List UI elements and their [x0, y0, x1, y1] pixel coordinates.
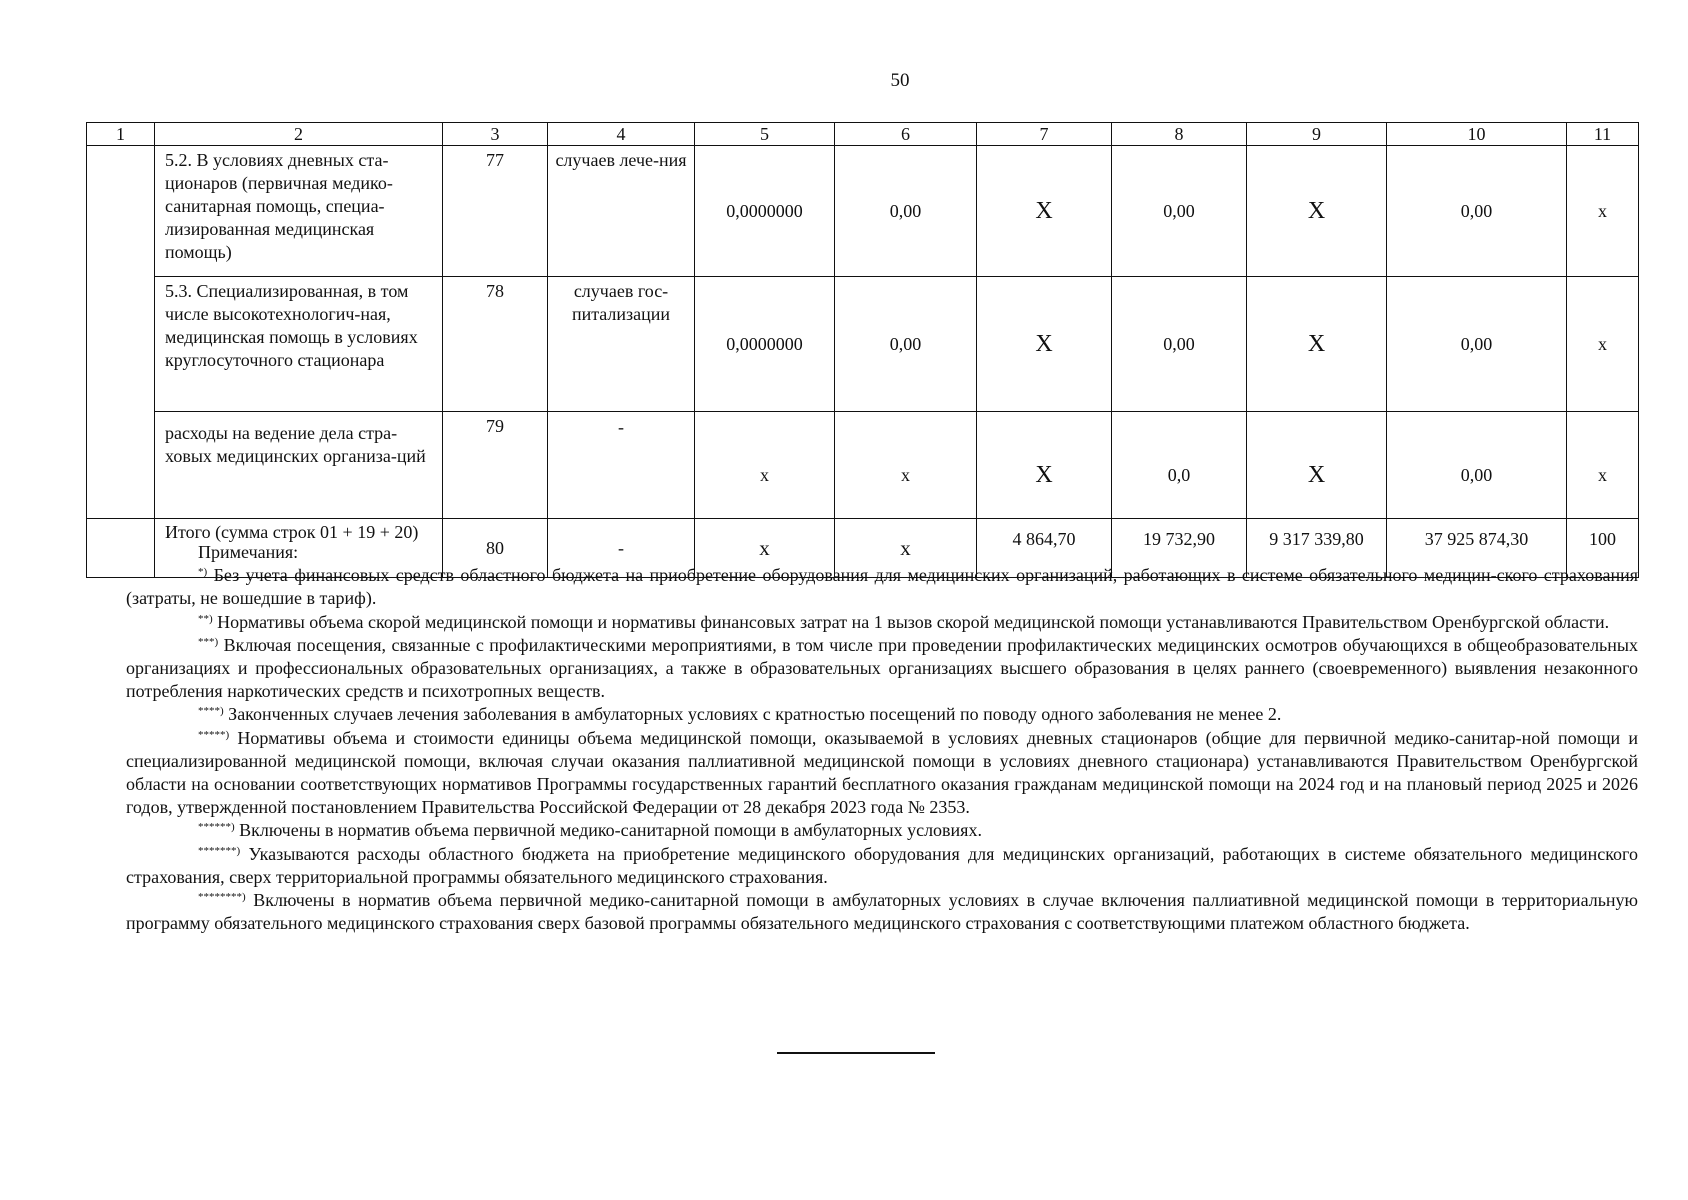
column-header: 5 — [695, 123, 835, 146]
note-item — [126, 611, 1638, 634]
row-name-cell: расходы на ведение дела стра-ховых медицинских организа-ций — [155, 412, 443, 519]
column-header: 1 — [87, 123, 155, 146]
table-cell: 0,00 — [835, 277, 977, 412]
column-header: 10 — [1387, 123, 1567, 146]
row-unit-cell: - — [548, 412, 695, 519]
note-text: Без учета финансовых средств областного бюджета на приобретение оборудования для медицинских организаций, работающих в системе обязательного медицин-ского страхования (затраты, не вошедшие в тариф). — [126, 565, 1638, 609]
note-marker: *******) — [198, 844, 241, 857]
note-text: Указываются расходы областного бюджета на приобретение медицинского оборудования для медицинских организаций, работающих в системе обязательного медицинского страхования, сверх территориальной программы обязательного медицинского страхования. — [126, 843, 1638, 887]
table-cell: 0,00 — [1112, 146, 1247, 277]
note-marker: ******) — [198, 821, 235, 834]
note-item — [126, 889, 1638, 935]
table-cell: X — [977, 277, 1112, 412]
table-row — [87, 146, 1639, 277]
table-cell: X — [1247, 146, 1387, 277]
end-separator-line — [777, 1052, 935, 1054]
table-cell: 0,00 — [1387, 412, 1567, 519]
table-cell: 0,00 — [1112, 277, 1247, 412]
page-number: 50 — [890, 70, 910, 91]
table-cell: 37 925 874,30 — [1387, 519, 1567, 578]
note-text: Включены в норматив объема первичной медико-санитарной помощи в амбулаторных условиях. — [234, 820, 982, 841]
note-item — [126, 634, 1638, 704]
note-text: Законченных случаев лечения заболевания в амбулаторных условиях с кратностью посещений по поводу одного заболевания не менее 2. — [223, 704, 1282, 725]
note-marker: *****) — [198, 728, 230, 741]
table-cell: 100 — [1567, 519, 1639, 578]
table-cell: x — [1567, 412, 1639, 519]
row-name-cell: 5.2. В условиях дневных ста-ционаров (первичная медико-санитарная помощь, специа-лизированная медицинская помощь) — [155, 146, 443, 277]
data-table — [86, 122, 1639, 578]
table-cell: X — [1247, 412, 1387, 519]
note-text: Включая посещения, связанные с профилактическими мероприятиями, в том числе при проведении профилактических медицинских осмотров обучающихся в общеобразовательных организациях и профессиональных образовательных организациях, а также в образовательных организациях высшего образования в целях раннего (своевременного) выявления незаконного потребления наркотических средств и психотропных веществ. — [126, 634, 1638, 702]
table-row — [87, 277, 1639, 412]
column-header: 8 — [1112, 123, 1247, 146]
note-text: Нормативы объема скорой медицинской помощи и нормативы финансовых затрат на 1 вызов скорой медицинской помощи устанавливаются Правительством Оренбургской области. — [212, 611, 1610, 632]
column-header: 11 — [1567, 123, 1639, 146]
note-marker: ***) — [198, 635, 219, 648]
column-header: 2 — [155, 123, 443, 146]
table-row — [87, 412, 1639, 519]
table-cell: x — [835, 412, 977, 519]
note-item — [126, 819, 1638, 842]
table-cell: x — [695, 519, 835, 578]
row-unit-cell: - — [548, 519, 695, 578]
note-marker: ****) — [198, 705, 224, 718]
row-code-cell: 80 — [443, 519, 548, 578]
table-cell: 0,00 — [1387, 277, 1567, 412]
table-cell: x — [695, 412, 835, 519]
note-item — [126, 564, 1638, 610]
note-item — [126, 843, 1638, 889]
column-header: 9 — [1247, 123, 1387, 146]
table-cell: 0,00 — [835, 146, 977, 277]
table-cell: 0,0 — [1112, 412, 1247, 519]
table-cell: X — [1247, 277, 1387, 412]
table-cell: x — [835, 519, 977, 578]
table-cell: 19 732,90 — [1112, 519, 1247, 578]
table-cell: 0,0000000 — [695, 146, 835, 277]
row-unit-cell: случаев лече-ния — [548, 146, 695, 277]
note-text: Нормативы объема и стоимости единицы объема медицинской помощи, оказываемой в условиях дневных стационаров (общие для первичной медико-санитар-ной помощи и специализированной медицинской помощи, включая случаи оказания паллиативной медицинской помощи в условиях дневного стационара) устанавливаются Правительством Оренбургской области на основании соответствующих нормативов Программы государственных гарантий бесплатного оказания гражданам медицинской помощи на 2024 год и на плановый период 2025 и 2026 годов, утвержденной постановлением Правительства Российской Федерации от 28 декабря 2023 года № 2353. — [126, 727, 1638, 818]
column-header: 7 — [977, 123, 1112, 146]
column-header: 4 — [548, 123, 695, 146]
table-cell: 0,0000000 — [695, 277, 835, 412]
table-cell: x — [1567, 146, 1639, 277]
table-cell: X — [977, 146, 1112, 277]
note-text: Включены в норматив объема первичной медико-санитарной помощи в амбулаторных условиях в случае включения паллиативной медицинской помощи в территориальную программу обязательного медицинского страхования сверх базовой программы обязательного медицинского страхования с соответствующими платежом областного бюджета. — [126, 890, 1638, 934]
row-unit-cell: случаев гос-питализации — [548, 277, 695, 412]
note-item — [126, 727, 1638, 820]
table-cell: X — [977, 412, 1112, 519]
row-code-cell: 78 — [443, 277, 548, 412]
table-cell-col1 — [87, 146, 155, 519]
column-header: 3 — [443, 123, 548, 146]
column-header: 6 — [835, 123, 977, 146]
row-name-cell: Итого (сумма строк 01 + 19 + 20) — [155, 519, 443, 578]
note-marker: ********) — [198, 891, 246, 904]
notes-section — [126, 541, 1638, 935]
note-item — [126, 703, 1638, 726]
table-cell: 4 864,70 — [977, 519, 1112, 578]
note-marker: *) — [198, 566, 208, 579]
table-cell: 9 317 339,80 — [1247, 519, 1387, 578]
table-cell: 0,00 — [1387, 146, 1567, 277]
row-code-cell: 79 — [443, 412, 548, 519]
note-marker: **) — [198, 612, 213, 625]
table-cell: x — [1567, 277, 1639, 412]
row-code-cell: 77 — [443, 146, 548, 277]
notes-title: Примечания: — [198, 542, 299, 562]
row-name-cell: 5.3. Специализированная, в том числе высокотехнологич-ная, медицинская помощь в условиях круглосуточного стационара — [155, 277, 443, 412]
table-header-row — [87, 123, 1639, 146]
